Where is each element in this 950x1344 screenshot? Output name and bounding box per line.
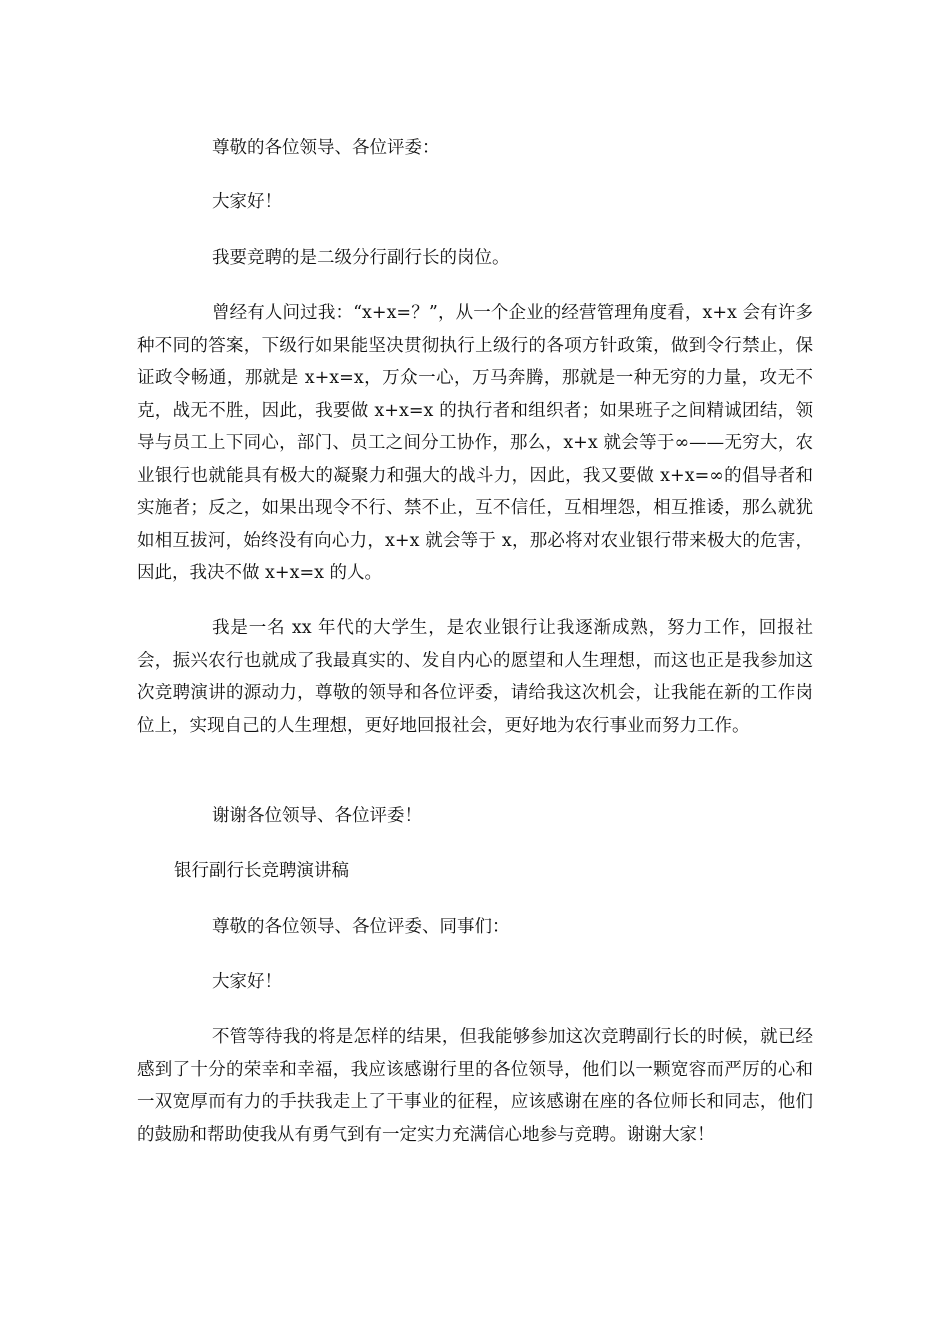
section-title: 银行副行长竞聘演讲稿 <box>174 861 349 881</box>
body-paragraph-graduate: 我是一名 xx 年代的大学生，是农业银行让我逐渐成熟，努力工作，回报社会，振兴农行也就成了我最真实的、发自内心的愿望和人生理想，而这也正是我参加这次竞聘演讲的源动力，尊敬的领导和各位评委，请给我这次机会，让我能在新的工作岗位上，实现自己的人生理想，更好地回报社会，更好地为农行事业而努力工作。 <box>137 618 813 736</box>
salutation-paragraph: 尊敬的各位领导、各位评委： <box>212 138 440 158</box>
position-paragraph: 我要竞聘的是二级分行副行长的岗位。 <box>212 248 510 268</box>
thanks-paragraph: 谢谢各位领导、各位评委！ <box>212 806 422 826</box>
greeting-paragraph: 大家好！ <box>212 192 282 212</box>
salutation-paragraph-2: 尊敬的各位领导、各位评委、同事们： <box>212 917 510 937</box>
greeting-paragraph-2: 大家好！ <box>212 972 282 992</box>
body-paragraph-xx: 曾经有人问过我：“x+x=？”，从一个企业的经营管理角度看，x+x 会有许多种不同的答案，下级行如果能坚决贯彻执行上级行的各项方针政策，做到令行禁止，保证政令畅通，那就是 x+x=x，万众一心，万马奔腾，那就是一种无穷的力量，攻无不克，战无不胜，因此，我要做 x+x=x 的执行者和组织者；如果班子之间精诚团结，领导与员工上下同心，部门、员工之间分工协作，那么，x+x 就会等于∞——无穷大，农业银行也就能具有极大的凝聚力和强大的战斗力，因此，我又要做 x+x=∞的倡导者和实施者；反之，如果出现令不行、禁不止，互不信任，互相埋怨，相互推诿，那么就犹如相互拔河，始终没有向心力，x+x 就会等于 x，那必将对农业银行带来极大的危害，因此，我决不做 x+x=x 的人。 <box>137 303 813 583</box>
body-paragraph-gratitude: 不管等待我的将是怎样的结果，但我能够参加这次竞聘副行长的时候，就已经感到了十分的荣幸和幸福，我应该感谢行里的各位领导，他们以一颗宽容而严厉的心和一双宽厚而有力的手扶我走上了干事业的征程，应该感谢在座的各位师长和同志，他们的鼓励和帮助使我从有勇气到有一定实力充满信心地参与竞聘。谢谢大家！ <box>137 1027 813 1145</box>
